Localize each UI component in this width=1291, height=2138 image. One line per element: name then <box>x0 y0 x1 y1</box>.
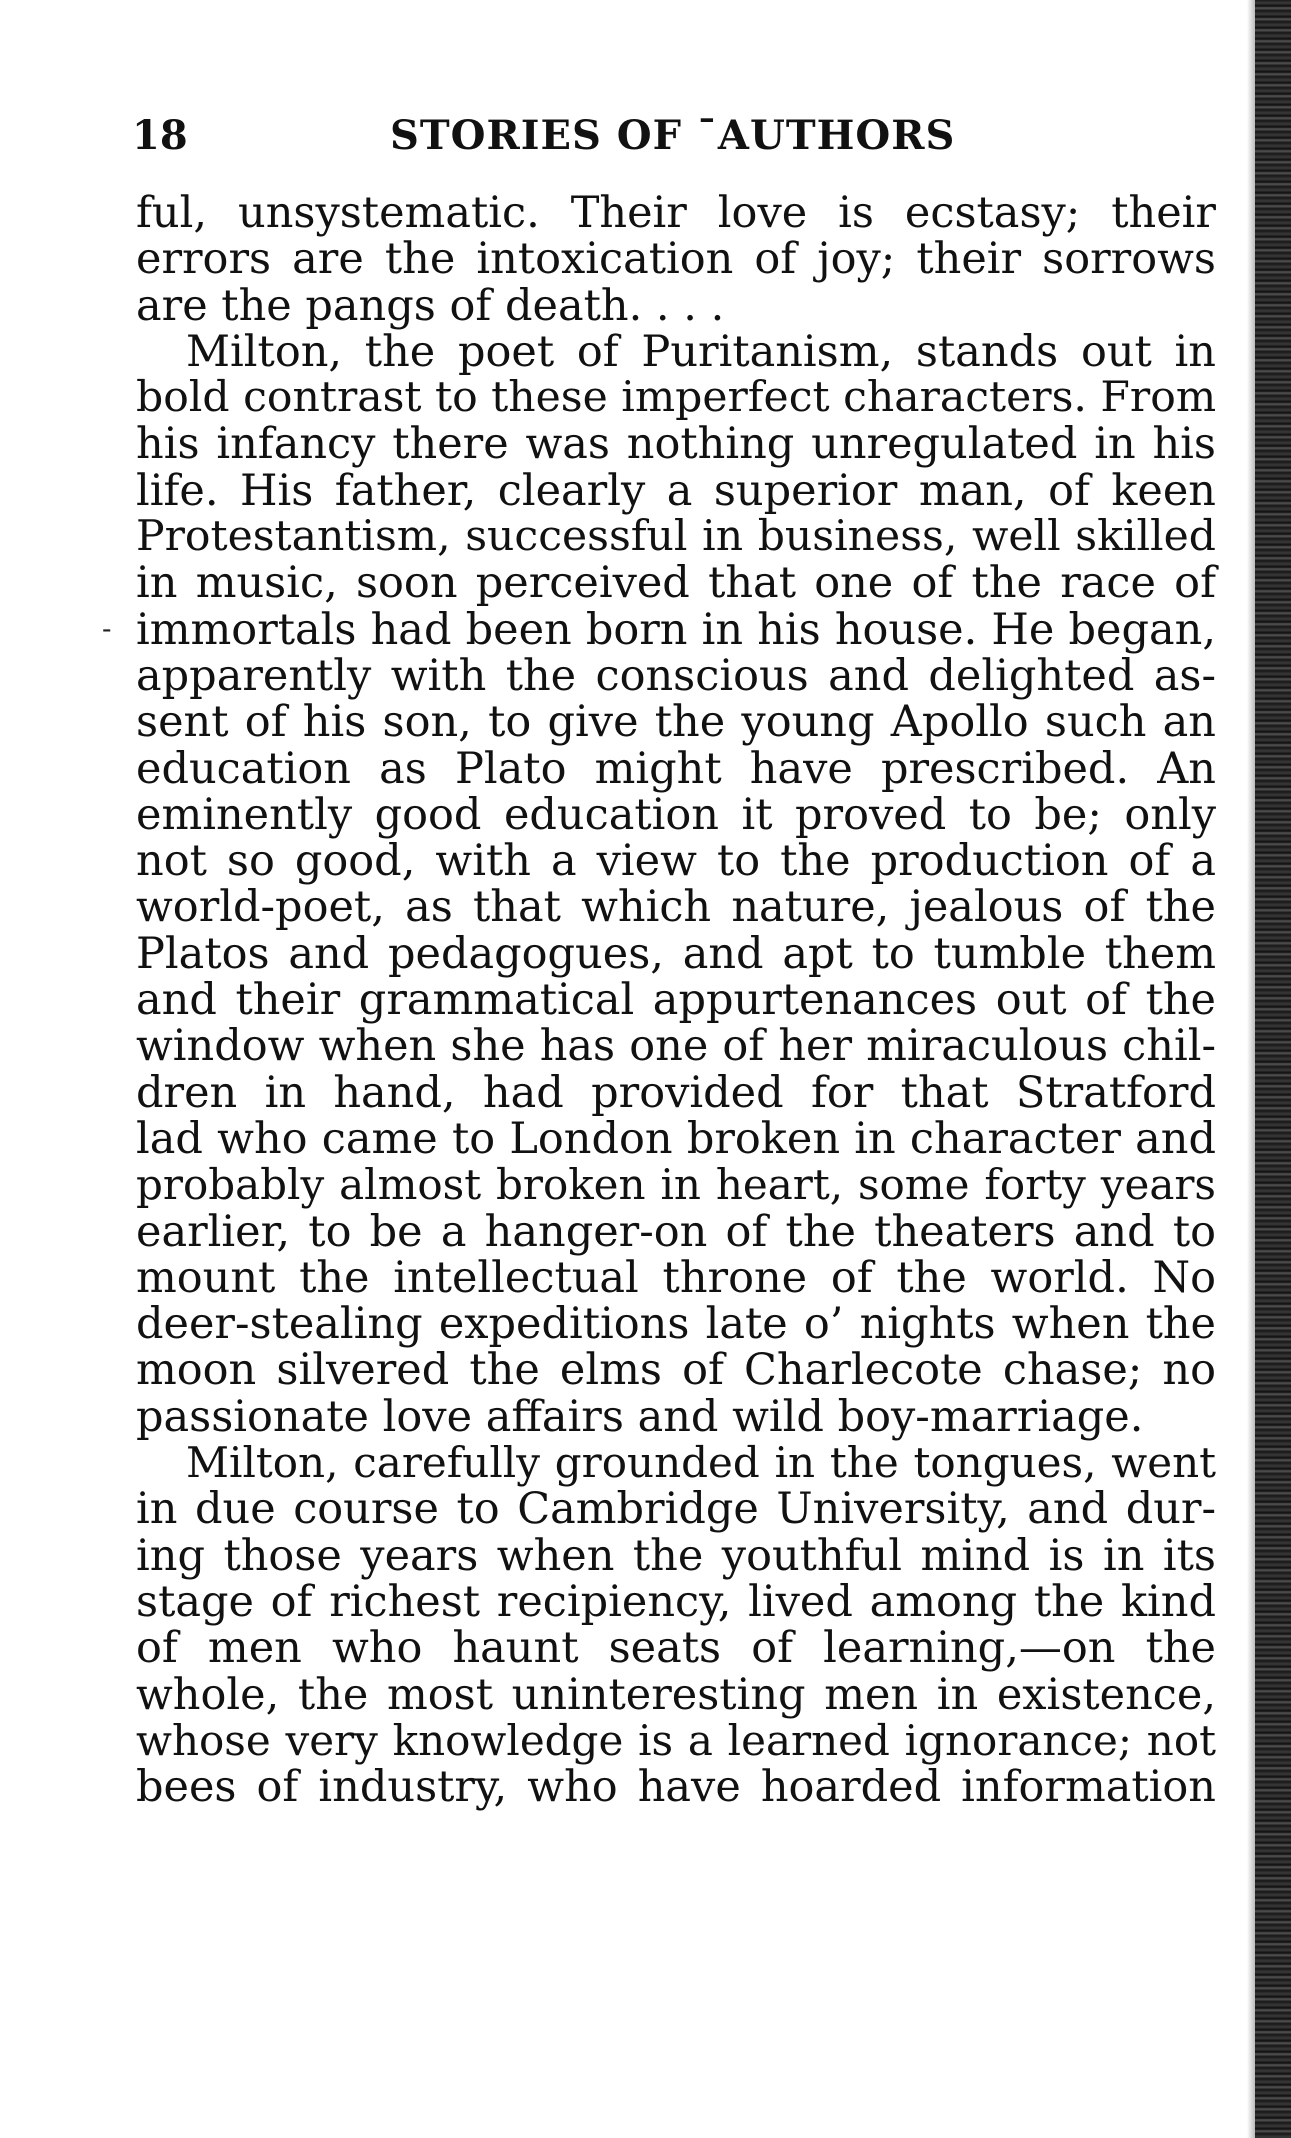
paragraph-3 <box>136 1438 1216 1813</box>
text-line: world-poet, as that which nature, jealous of the <box>136 882 1216 933</box>
text-line: probably almost broken in heart, some forty years <box>136 1160 1216 1210</box>
text-line: are the pangs of death. . . . <box>136 280 725 331</box>
text-line: deer-stealing expeditions late o’ nights when the <box>136 1299 1216 1350</box>
text-line: whole, the most uninteresting men in existence, <box>136 1669 1216 1720</box>
text-line: in due course to Cambridge University, and dur- <box>136 1484 1216 1535</box>
text-line: bees of industry, who have hoarded information <box>136 1762 1216 1813</box>
text-line: Milton, carefully grounded in the tongues, went <box>186 1438 1216 1488</box>
text-line: Protestantism, successful in business, well skilled <box>136 512 1216 562</box>
paragraph-1 <box>136 190 1216 329</box>
paragraph-2 <box>136 326 1217 1442</box>
text-line: passionate love affairs and wild boy-marriage. <box>136 1391 1144 1442</box>
text-line: moon silvered the elms of Charlecote chase; no <box>136 1345 1216 1396</box>
text-line: of men who haunt seats of learning,—on the <box>136 1623 1216 1674</box>
page-header <box>132 112 1212 172</box>
running-head: STORIES OF ˉAUTHORS <box>390 112 956 159</box>
text-line: errors are the intoxication of joy; their sorrows <box>136 234 1216 285</box>
text-line: not so good, with a view to the production of a <box>136 836 1216 887</box>
margin-mark: - <box>102 612 112 645</box>
text-line: lad who came to London broken in character and <box>136 1113 1216 1164</box>
text-line: ful, unsystematic. Their love is ecstasy; their <box>136 188 1216 238</box>
text-line: earlier, to be a hanger-on of the theaters and to <box>136 1206 1216 1257</box>
text-line: window when she has one of her miraculous chil- <box>136 1021 1216 1072</box>
text-line: dren in hand, had provided for that Stratford <box>136 1067 1216 1118</box>
book-binding-edge <box>1255 0 1291 2138</box>
text-line: apparently with the conscious and delighted as- <box>136 650 1216 701</box>
text-line: Platos and pedagogues, and apt to tumble them <box>136 928 1216 979</box>
text-line: education as Plato might have prescribed. An <box>136 743 1216 794</box>
text-line: whose very knowledge is a learned ignorance; not <box>136 1715 1216 1765</box>
text-line: and their grammatical appurtenances out of the <box>136 975 1216 1026</box>
page-number: 18 <box>132 112 188 159</box>
text-line: sent of his son, to give the young Apollo such an <box>136 697 1216 748</box>
text-line: bold contrast to these imperfect characters. From <box>136 373 1217 423</box>
text-line: immortals had been born in his house. He began, <box>136 604 1216 655</box>
page-edge-highlight <box>1247 0 1255 2138</box>
text-line: in music, soon perceived that one of the race of <box>136 558 1216 609</box>
text-line: ing those years when the youthful mind is in its <box>136 1530 1216 1581</box>
text-line: Milton, the poet of Puritanism, stands out in <box>186 326 1216 377</box>
text-line: stage of richest recipiency, lived among the kind <box>136 1576 1216 1627</box>
text-line: mount the intellectual throne of the world. No <box>136 1252 1216 1303</box>
body-text <box>136 188 1217 1813</box>
text-line: eminently good education it proved to be; only <box>136 789 1216 840</box>
text-line: life. His father, clearly a superior man, of keen <box>136 465 1216 516</box>
text-line: his infancy there was nothing unregulated in his <box>136 419 1216 470</box>
